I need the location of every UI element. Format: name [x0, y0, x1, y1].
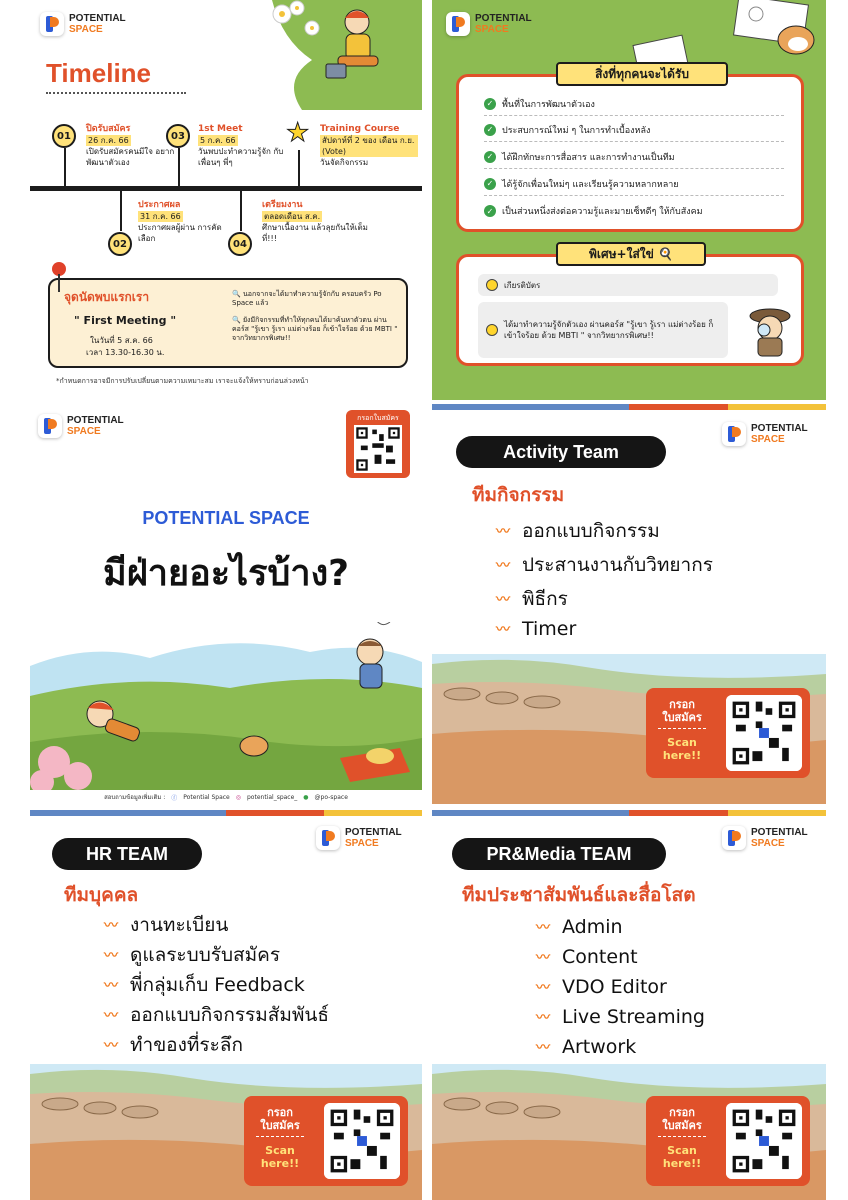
timeline-panel: [30, 0, 422, 400]
step-head: เตรียมงาน: [262, 200, 303, 210]
brand-line1: POTENTIAL: [345, 827, 402, 838]
squiggle-icon: 〰: [536, 1010, 548, 1026]
egg-icon: 🍳: [658, 247, 673, 261]
benefit-text: ได้ฝึกทักษะการสื่อสาร และการทำงานเป็นทีม: [502, 152, 675, 163]
step-date: ตลอดเดือน ส.ค.: [264, 212, 321, 221]
team-subtitle: ทีมบุคคล: [64, 884, 139, 906]
squiggle-icon: 〰: [496, 592, 508, 608]
step-number: 01: [52, 124, 76, 148]
brand-logo: [446, 12, 532, 36]
role-item: [536, 916, 623, 938]
step-number: 03: [166, 124, 190, 148]
instagram-icon: ◎: [235, 793, 241, 801]
role-item: [536, 976, 667, 998]
first-meeting-card: [48, 278, 408, 368]
step-desc: วันพบปะทำความรู้จัก กับเพื่อนๆ พี่ๆ: [198, 147, 284, 167]
meeting-time: เวลา 13.30-16.30 น.: [86, 348, 165, 357]
benefit-item: [484, 145, 784, 169]
role-item: [496, 618, 576, 640]
check-icon: ✓: [484, 124, 496, 136]
apply-line2: ใบสมัคร: [260, 1119, 300, 1132]
step-head: 1st Meet: [198, 124, 243, 134]
brand-line1: POTENTIAL: [751, 827, 808, 838]
special-text: เกียรติบัตร: [504, 280, 541, 290]
team-name-pill: HR TEAM: [52, 838, 202, 870]
special-heading: [556, 242, 706, 266]
color-stripe: [30, 810, 422, 816]
timeline-connector: [64, 148, 66, 186]
apply-qr-badge[interactable]: [346, 410, 410, 478]
role-item: [536, 1006, 705, 1028]
medal-icon: [486, 324, 498, 336]
role-text: งานทะเบียน: [130, 914, 229, 936]
scan-line1: Scan: [667, 1144, 697, 1157]
brand-logo: [316, 826, 402, 850]
line-handle[interactable]: @po-space: [314, 793, 348, 801]
intro-headline: มีฝ่ายอะไรบ้าง?: [102, 553, 350, 594]
qr-code-icon[interactable]: [726, 695, 802, 771]
scan-line2: here!!: [662, 749, 702, 762]
step-date: 31 ก.ค. 66: [140, 212, 181, 221]
scan-line2: here!!: [260, 1157, 300, 1170]
benefit-item: [484, 118, 784, 142]
meeting-title: จุดนัดพบแรกเรา: [64, 290, 150, 304]
special-text: ได้มาทำความรู้จักตัวเอง ผ่านคอร์ส "รู้เขา รู้เรา แม่ต่างร้อย ก็เข้าใจร้อย ด้วย MBTI " จากวิทยากรพิเศษ!!: [504, 320, 714, 340]
team-name-pill: Activity Team: [456, 436, 666, 468]
role-text: พี่กลุ่มเก็บ Feedback: [130, 974, 305, 996]
team-subtitle: ทีมประชาสัมพันธ์และสื่อโสต: [462, 884, 696, 906]
timeline-connector: [178, 148, 180, 186]
color-stripe: [432, 404, 826, 410]
role-text: ออกแบบกิจกรรม: [522, 520, 660, 542]
timeline-connector: [298, 150, 300, 186]
step-desc: ศึกษาเนื้องาน แล้วลุยกันให้เต็มที่!!!: [262, 223, 368, 243]
logo-icon: [38, 414, 62, 438]
facebook-handle[interactable]: Potential Space: [183, 793, 230, 801]
apply-qr-card[interactable]: [244, 1096, 408, 1186]
sketchbook-and-dog-illustration: [576, 0, 826, 70]
step-head: Training Course: [320, 124, 400, 134]
benefits-heading: สิ่งที่ทุกคนจะได้รับ: [556, 62, 728, 86]
squiggle-icon: 〰: [536, 980, 548, 996]
role-text: Admin: [562, 916, 623, 938]
benefit-text: เป็นส่วนหนึ่งส่งต่อความรู้และมายเซ็ทดีๆ ให้กับสังคม: [502, 207, 703, 217]
role-item: [496, 584, 568, 614]
timeline-connector: [240, 191, 242, 231]
meeting-date: ในวันที่ 5 ส.ค. 66: [90, 336, 153, 345]
timeline-connector: [120, 191, 122, 231]
role-text: ดูแลระบบรับสมัคร: [130, 944, 281, 966]
brand-line1: POTENTIAL: [475, 13, 532, 24]
divider: [256, 1136, 304, 1137]
squiggle-icon: 〰: [104, 1038, 116, 1054]
brand-line2: SPACE: [345, 838, 379, 849]
benefit-text: ได้รู้จักเพื่อนใหม่ๆ และเรียนรู้ความหลากหลาย: [502, 179, 679, 190]
brand-logo: [40, 12, 126, 36]
role-item: [104, 970, 305, 1000]
apply-qr-card[interactable]: [646, 688, 810, 778]
timeline-step-4: [262, 200, 372, 244]
role-item: [496, 550, 713, 580]
step-desc: ประกาศผลผู้ผ่าน การคัดเลือก: [138, 223, 222, 243]
logo-icon: [446, 12, 470, 36]
timeline-training: [320, 124, 418, 168]
activity-team-panel: [432, 404, 826, 804]
brand-line1: POTENTIAL: [69, 13, 126, 24]
step-number: 04: [228, 232, 252, 256]
footer-label: สอบถามข้อมูลเพิ่มเติม :: [104, 794, 166, 801]
brand-line2: SPACE: [69, 24, 103, 35]
girl-reading-illustration: [242, 0, 422, 110]
brand-line1: POTENTIAL: [751, 423, 808, 434]
benefit-item: [484, 92, 784, 116]
note-text: ยังมีกิจกรรมที่ทำให้ทุกคนได้มาค้นหาตัวตน ผ่านคอร์ส "รู้เขา รู้เรา แม่ต่างร้อย ก็เข้าใจร้อย ด้วย MBTI " จากวิทยากรพิเศษ!!: [232, 316, 398, 342]
role-text: Live Streaming: [562, 1006, 705, 1028]
special-item: [478, 302, 728, 358]
search-icon: 🔍: [232, 316, 243, 324]
qr-code-icon[interactable]: [354, 425, 402, 473]
special-heading-text: พิเศษ+ใส่ใข่: [589, 246, 654, 261]
brand-logo: [722, 826, 808, 850]
step-desc: เปิดรับสมัครคนมีใจ อยากพัฒนาตัวเอง: [86, 147, 175, 167]
footnote: *กำหนดการอาจมีการปรับเปลี่ยนตามความเหมาะสม เราจะแจ้งให้ทราบก่อนล่วงหน้า: [56, 377, 309, 385]
role-text: ออกแบบกิจกรรมสัมพันธ์: [130, 1004, 329, 1026]
star-icon: ★: [286, 118, 310, 148]
search-icon: 🔍: [232, 290, 243, 298]
logo-icon: [40, 12, 64, 36]
medal-icon: [486, 279, 498, 291]
step-number: 02: [108, 232, 132, 256]
detective-illustration: [746, 304, 796, 358]
check-icon: ✓: [484, 98, 496, 110]
role-text: VDO Editor: [562, 976, 667, 998]
role-text: Content: [562, 946, 638, 968]
brand-line1: POTENTIAL: [67, 415, 124, 426]
timeline-step-2: [138, 200, 230, 244]
instagram-handle[interactable]: potential_space_: [247, 793, 298, 801]
scan-line1: Scan: [265, 1144, 295, 1157]
role-item: [536, 946, 638, 968]
apply-line1: กรอก: [669, 698, 695, 711]
pr-media-team-panel: [432, 810, 826, 1200]
intro-title: POTENTIAL SPACE: [142, 508, 310, 528]
role-item: [104, 910, 228, 940]
squiggle-icon: 〰: [104, 918, 116, 934]
step-date: 26 ก.ค. 66: [88, 136, 129, 145]
squiggle-icon: 〰: [496, 622, 508, 638]
divider: [658, 728, 706, 729]
timeline-step-3: [198, 124, 288, 168]
benefit-item: [484, 199, 784, 223]
team-subtitle: ทีมกิจกรรม: [472, 484, 565, 506]
role-text: ทำของที่ระลึก: [130, 1034, 243, 1056]
benefit-item: [484, 172, 784, 196]
squiggle-icon: 〰: [104, 978, 116, 994]
qr-code-icon[interactable]: [726, 1103, 802, 1179]
role-text: ประสานงานกับวิทยากร: [522, 554, 713, 576]
role-item: [104, 940, 280, 970]
note-text: นอกจากจะได้มาทำความรู้จักกับ ครอบครัว Po Space แล้ว: [232, 290, 382, 307]
park-illustration: [30, 622, 422, 790]
role-text: Artwork: [562, 1036, 637, 1058]
role-item: [104, 1000, 329, 1030]
brand-logo: [722, 422, 808, 446]
brand-line2: SPACE: [751, 838, 785, 849]
logo-icon: [722, 826, 746, 850]
qr-code-icon[interactable]: [324, 1103, 400, 1179]
step-date: 5 ก.ค. 66: [200, 136, 236, 145]
check-icon: ✓: [484, 151, 496, 163]
meeting-note-2: [232, 316, 402, 343]
apply-line2: ใบสมัคร: [662, 1119, 702, 1132]
scan-line2: here!!: [662, 1157, 702, 1170]
departments-intro-panel: [30, 404, 422, 804]
meeting-event: " First Meeting ": [74, 314, 177, 327]
benefit-text: พื้นที่ในการพัฒนาตัวเอง: [502, 99, 595, 110]
line-icon: ●: [303, 793, 309, 801]
squiggle-icon: 〰: [536, 950, 548, 966]
logo-icon: [316, 826, 340, 850]
squiggle-icon: 〰: [104, 1008, 116, 1024]
step-head: ประกาศผล: [138, 200, 181, 210]
squiggle-icon: 〰: [496, 558, 508, 574]
timeline-title: Timeline: [46, 58, 152, 88]
contact-footer: [30, 790, 422, 804]
role-text: พิธีกร: [522, 588, 568, 610]
step-desc: วันจัดกิจกรรม: [320, 158, 369, 167]
brand-line2: SPACE: [67, 426, 101, 437]
step-head: ปิดรับสมัคร: [86, 124, 131, 134]
special-item: [478, 274, 778, 296]
pin-stick: [58, 274, 60, 292]
color-stripe: [432, 810, 826, 816]
scan-line1: Scan: [667, 736, 697, 749]
brand-line2: SPACE: [751, 434, 785, 445]
role-item: [496, 516, 660, 546]
logo-icon: [722, 422, 746, 446]
role-text: Timer: [522, 618, 577, 640]
facebook-icon: ⓕ: [171, 794, 178, 802]
apply-line2: ใบสมัคร: [662, 711, 702, 724]
apply-qr-card[interactable]: [646, 1096, 810, 1186]
check-icon: ✓: [484, 178, 496, 190]
qr-caption: กรอกใบสมัคร: [357, 414, 399, 422]
brand-line2: SPACE: [475, 24, 509, 35]
role-item: [536, 1036, 636, 1058]
team-name-pill: PR&Media TEAM: [452, 838, 666, 870]
divider: [658, 1136, 706, 1137]
brand-logo: [38, 414, 124, 438]
apply-line1: กรอก: [267, 1106, 293, 1119]
apply-line1: กรอก: [669, 1106, 695, 1119]
title-underline: [46, 92, 186, 94]
benefits-panel: [432, 0, 826, 400]
timeline-axis: [30, 186, 422, 191]
squiggle-icon: 〰: [536, 1040, 548, 1056]
meeting-note-1: [232, 290, 402, 308]
squiggle-icon: 〰: [104, 948, 116, 964]
benefit-text: ประสบการณ์ใหม่ ๆ ในการทำเบื้องหลัง: [502, 125, 651, 136]
hr-team-panel: [30, 810, 422, 1200]
role-item: [104, 1030, 243, 1060]
squiggle-icon: 〰: [496, 524, 508, 540]
step-date: สัปดาห์ที่ 2 ของ เดือน ก.ย. (Vote): [320, 135, 418, 157]
squiggle-icon: 〰: [536, 920, 548, 936]
check-icon: ✓: [484, 205, 496, 217]
